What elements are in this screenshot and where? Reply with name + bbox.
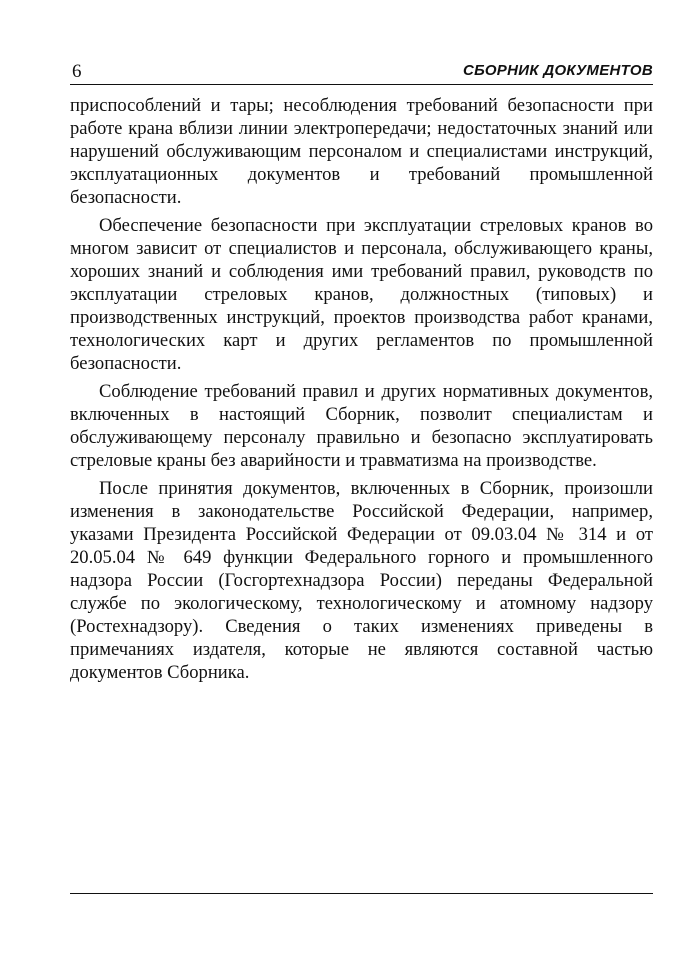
text-body	[70, 94, 653, 689]
running-title: СБОРНИК ДОКУМЕНТОВ	[462, 62, 653, 79]
paragraph-continuation: приспособлений и тары; несоблюдения требований безопасности при работе крана вблизи линии электропередачи; недостаточных знаний или нарушений обслуживающим персоналом и специалистами инструкций, эксплуатационных документов и требований промышленной безопасности.	[70, 95, 653, 208]
page-number: 6	[72, 61, 82, 82]
paragraph-compliance: Соблюдение требований правил и других нормативных документов, включенных в настоящий Сборник, позволит специалистам и обслуживающему персоналу правильно и безопасно эксплуатировать стреловые краны без аварийности и травматизма на производстве.	[70, 381, 653, 471]
page-header	[70, 60, 653, 85]
paragraph-safety: Обеспечение безопасности при эксплуатации стреловых кранов во многом зависит от специалистов и персонала, обслуживающего краны, хороших знаний и соблюдения ими требований правил, руководств по эксплуатации стреловых кранов, должностных (типовых) и производственных инструкций, проектов производства работ кранами, технологических карт и других регламентов по промышленной безопасности.	[70, 215, 653, 374]
footer-rule	[70, 893, 653, 894]
paragraph-legislation-changes: После принятия документов, включенных в Сборник, произошли изменения в законодательстве Российской Федерации, например, указами Президента Российской Федерации от 09.03.04 № 314 и от 20.05.04 № 649 функции Федерального горного и промышленного надзора России (Госгортехнадзора России) переданы Федеральной службе по экологическому, технологическому и атомному надзору (Ростехнадзору). Сведения о таких изменениях приведены в примечаниях издателя, которые не являются составной частью документов Сборника.	[70, 478, 653, 683]
